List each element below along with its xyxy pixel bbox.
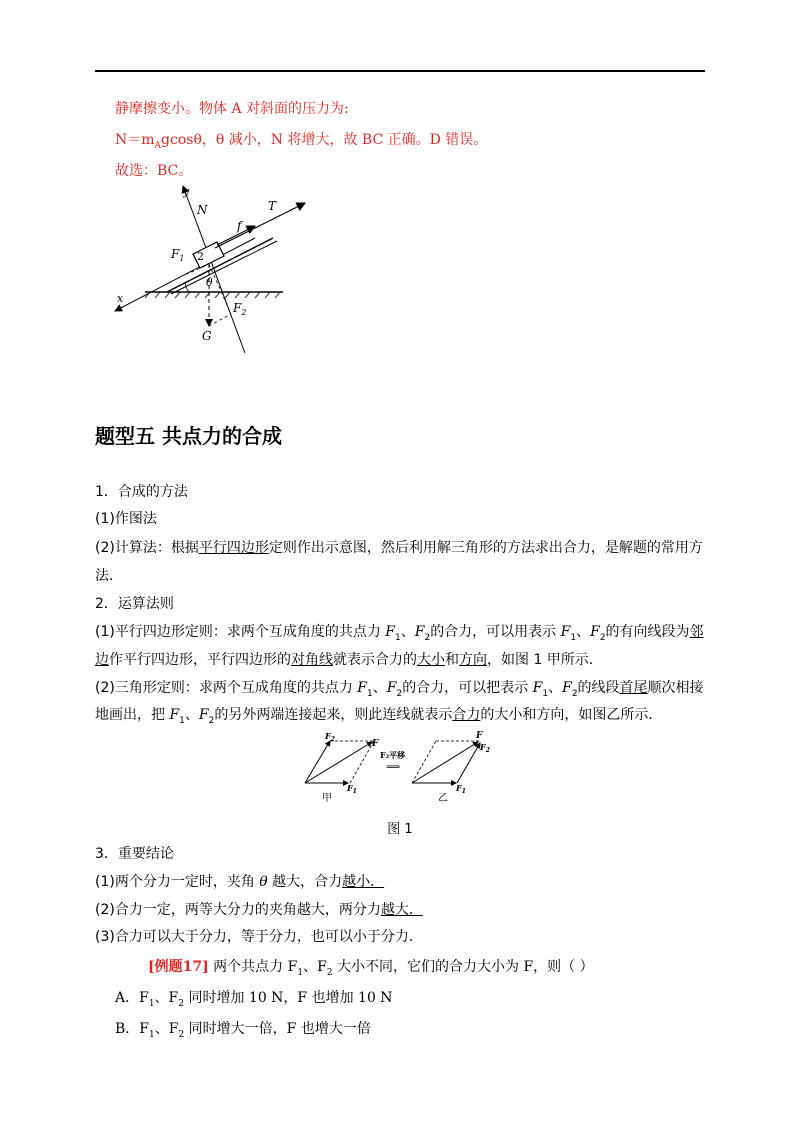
option-b: B．$F_1$、$F_2$ 同时增大一倍，F 也增大一倍 <box>115 1021 371 1040</box>
label-y: y <box>183 185 190 198</box>
svg-text:F: F <box>476 731 483 741</box>
incline-force-diagram <box>105 178 315 353</box>
svg-text:F1: $F_1$ <box>347 783 357 795</box>
s3-conclusion-2: (2)合力一定，两等大分力的夹角越大，两分力越大． <box>95 902 423 918</box>
s1-method-2-cont: 法． <box>95 568 123 584</box>
section-title: 题型五 共点力的合成 <box>95 424 282 448</box>
svg-text:F: F <box>372 739 379 749</box>
label-n: N <box>197 203 208 217</box>
solution-line-1: 静摩擦变小。物体 A 对斜面的压力为: <box>115 101 349 117</box>
example-label: [例题17] <box>148 959 209 975</box>
s1-method-2: (2)计算法：根据平行四边形定则作出示意图，然后利用解三角形的方法求出合力，是解题的常用方 <box>95 540 703 556</box>
s2-rule-1-line-1: (1)平行四边形定则：求两个互成角度的共点力 $F_1$、$F_2$的合力，可以用表示 $F_1$、$F_2$的有向线段为邻 <box>95 624 704 643</box>
header-rule <box>95 70 705 72</box>
s3-conclusion-3: (3)合力可以大于分力，等于分力，也可以小于分力． <box>95 929 423 945</box>
label-arrow: ⟹ <box>386 762 401 773</box>
label-g: G <box>202 329 212 343</box>
svg-text:F2: $F_2$ <box>480 742 490 754</box>
label-move: F₂平移 <box>380 750 406 760</box>
solution-line-3: 故选：BC。 <box>115 163 193 179</box>
s2-title: 2．运算法则 <box>95 596 174 612</box>
s3-title: 3．重要结论 <box>95 846 174 862</box>
label-f2: $F_2$ <box>233 301 247 317</box>
label-f: f <box>237 219 242 233</box>
label-yi: 乙 <box>438 793 448 804</box>
s2-rule-2-line-1: (2)三角形定则：求两个互成角度的共点力 $F_1$、$F_2$的合力，可以把表示 $F_1$、$F_2$的线段首尾顺次相接 <box>95 680 704 699</box>
figure-1-caption: 图 1 <box>387 822 413 837</box>
s1-title: 1．合成的方法 <box>95 484 188 500</box>
s3-conclusion-1: (1)两个分力一定时，夹角 θ 越大，合力越小． <box>95 874 385 890</box>
label-2: 2 <box>197 250 204 263</box>
option-a: A．$F_1$、$F_2$ 同时增加 10 N，F 也增加 10 N <box>115 990 393 1009</box>
label-x: x <box>117 292 124 305</box>
s2-rule-1-line-2: 边作平行四边形，平行四边形的对角线就表示合力的大小和方向，如图 1 甲所示． <box>95 652 603 668</box>
figure-1-parallelogram <box>300 728 500 808</box>
s1-method-1: (1)作图法 <box>95 511 157 527</box>
s2-rule-2-line-2: 地画出，把 $F_1$、$F_2$的另外两端连接起来，则此连线就表示合力的大小和方向，如图乙所示． <box>95 707 663 726</box>
solution-line-2: $N=m_Agcos\theta$，θ 减小，N 将增大，故 BC 正确。D 错误。 <box>115 132 488 151</box>
example-17-stem: [例题17] 两个共点力 $F_1$、$F_2$ 大小不同，它们的合力大小为 F，则（ ） <box>148 959 594 978</box>
label-f1: $F_1$ <box>171 247 185 263</box>
label-t: T <box>268 199 277 213</box>
label-jia: 甲 <box>322 793 332 804</box>
svg-text:F1: $F_1$ <box>456 783 466 795</box>
svg-text:F2: $F_2$ <box>325 731 335 743</box>
label-theta: θ <box>206 276 213 289</box>
